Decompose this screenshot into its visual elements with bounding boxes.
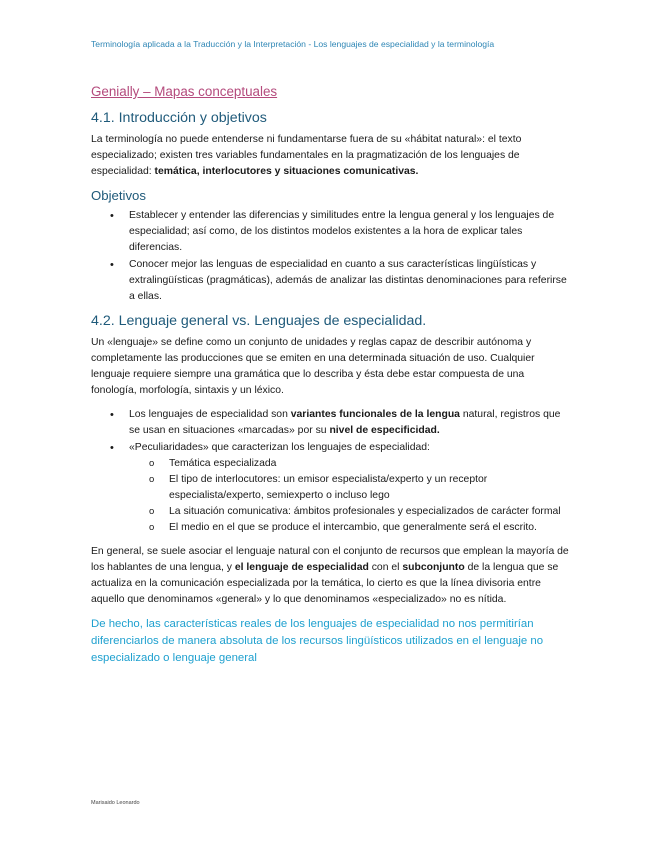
closing-bold-text: subconjunto bbox=[402, 562, 465, 573]
page-body bbox=[91, 84, 569, 667]
intro-bold-text: temática, interlocutores y situaciones comunicativas. bbox=[154, 166, 419, 177]
objetivo-item: • Establecer y entender las diferencias y similitudes entre la lengua general y los lenguajes de especialidad; así como, de los distintos modelos existentes a la hora de explicar tales diferencias. bbox=[129, 208, 569, 256]
page-footer-author: Marisaido Leonardo bbox=[91, 800, 140, 806]
bullet-text: «Peculiaridades» que caracterizan los lenguajes de especialidad: bbox=[129, 442, 430, 453]
objetivo-item: • Conocer mejor las lenguas de especialidad en cuanto a sus características lingüísticas y extralingüísticas (pragmáticas), además de analizar las distintas denominaciones para referirse a ellas. bbox=[129, 257, 569, 305]
intro-text: La terminología no puede entenderse ni fundamentarse fuera de su «hábitat natural»: el texto especializado; existen tres variables fundamentales en la pragmatización de los lenguajes de especialidad: bbox=[91, 134, 522, 177]
bullet-bold-text: nivel de especificidad. bbox=[329, 425, 440, 436]
closing-paragraph bbox=[91, 544, 569, 608]
sub-item: o Temática especializada bbox=[169, 456, 569, 472]
section-heading-lenguaje: 4.2. Lenguaje general vs. Lenguajes de especialidad. bbox=[91, 313, 427, 329]
intro-paragraph bbox=[91, 132, 569, 180]
sub-item: o El tipo de interlocutores: un emisor especialista/experto y un receptor especialista/experto, semiexperto o incluso lego bbox=[169, 472, 569, 504]
objetivos-heading: Objetivos bbox=[91, 188, 146, 203]
sub-item: o El medio en el que se produce el intercambio, que generalmente será el escrito. bbox=[169, 520, 569, 536]
bullet-text: Los lenguajes de especialidad son bbox=[129, 409, 291, 420]
bullet-text: natural, registros que se usan en situaciones «marcadas» por su bbox=[129, 409, 561, 436]
closing-text: de la lengua que se actualiza en la comunicación especializada por la temática, lo cierto es que la línea divisoria entre aquello que denominamos «general» y lo que denominamos «especializado» no es nítida. bbox=[91, 562, 559, 605]
peculiaridades-bullet bbox=[129, 440, 569, 536]
sub-item: o La situación comunicativa: ámbitos profesionales y especializados de carácter formal bbox=[169, 504, 569, 520]
variantes-bullet bbox=[129, 407, 569, 439]
lenguaje-definition-paragraph: Un «lenguaje» se define como un conjunto de unidades y reglas capaz de describir autónoma y completamente las producciones que se emiten en una determinada situación de uso. Cualquier lenguaje requiere siempre una gramática que lo describa y ésta debe estar compuesta de una fonología, morfología, sintaxis y un léxico. bbox=[91, 337, 535, 396]
genially-link[interactable]: Genially – Mapas conceptuales bbox=[91, 84, 278, 99]
page-header: Terminología aplicada a la Traducción y la Interpretación - Los lenguajes de especialidad y la terminología bbox=[91, 39, 495, 49]
peculiaridades-sublist bbox=[129, 456, 569, 536]
bullet-bold-text: variantes funcionales de la lengua bbox=[290, 409, 460, 420]
highlight-callout: De hecho, las características reales de los lenguajes de especialidad no nos permitirían diferenciarlos de manera absoluta de los recursos lingüísticos utilizados en el lenguaje no especializado o lenguaje general bbox=[91, 618, 544, 664]
closing-text: En general, se suele asociar el lenguaje natural con el conjunto de recursos que emplean la mayoría de los hablantes de una lengua, y bbox=[91, 546, 569, 573]
objetivos-list bbox=[91, 208, 569, 305]
lenguaje-list bbox=[91, 407, 569, 536]
closing-text: con el bbox=[368, 562, 403, 573]
closing-bold-text: el lenguaje de especialidad bbox=[234, 562, 369, 573]
section-heading-intro: 4.1. Introducción y objetivos bbox=[91, 110, 267, 126]
